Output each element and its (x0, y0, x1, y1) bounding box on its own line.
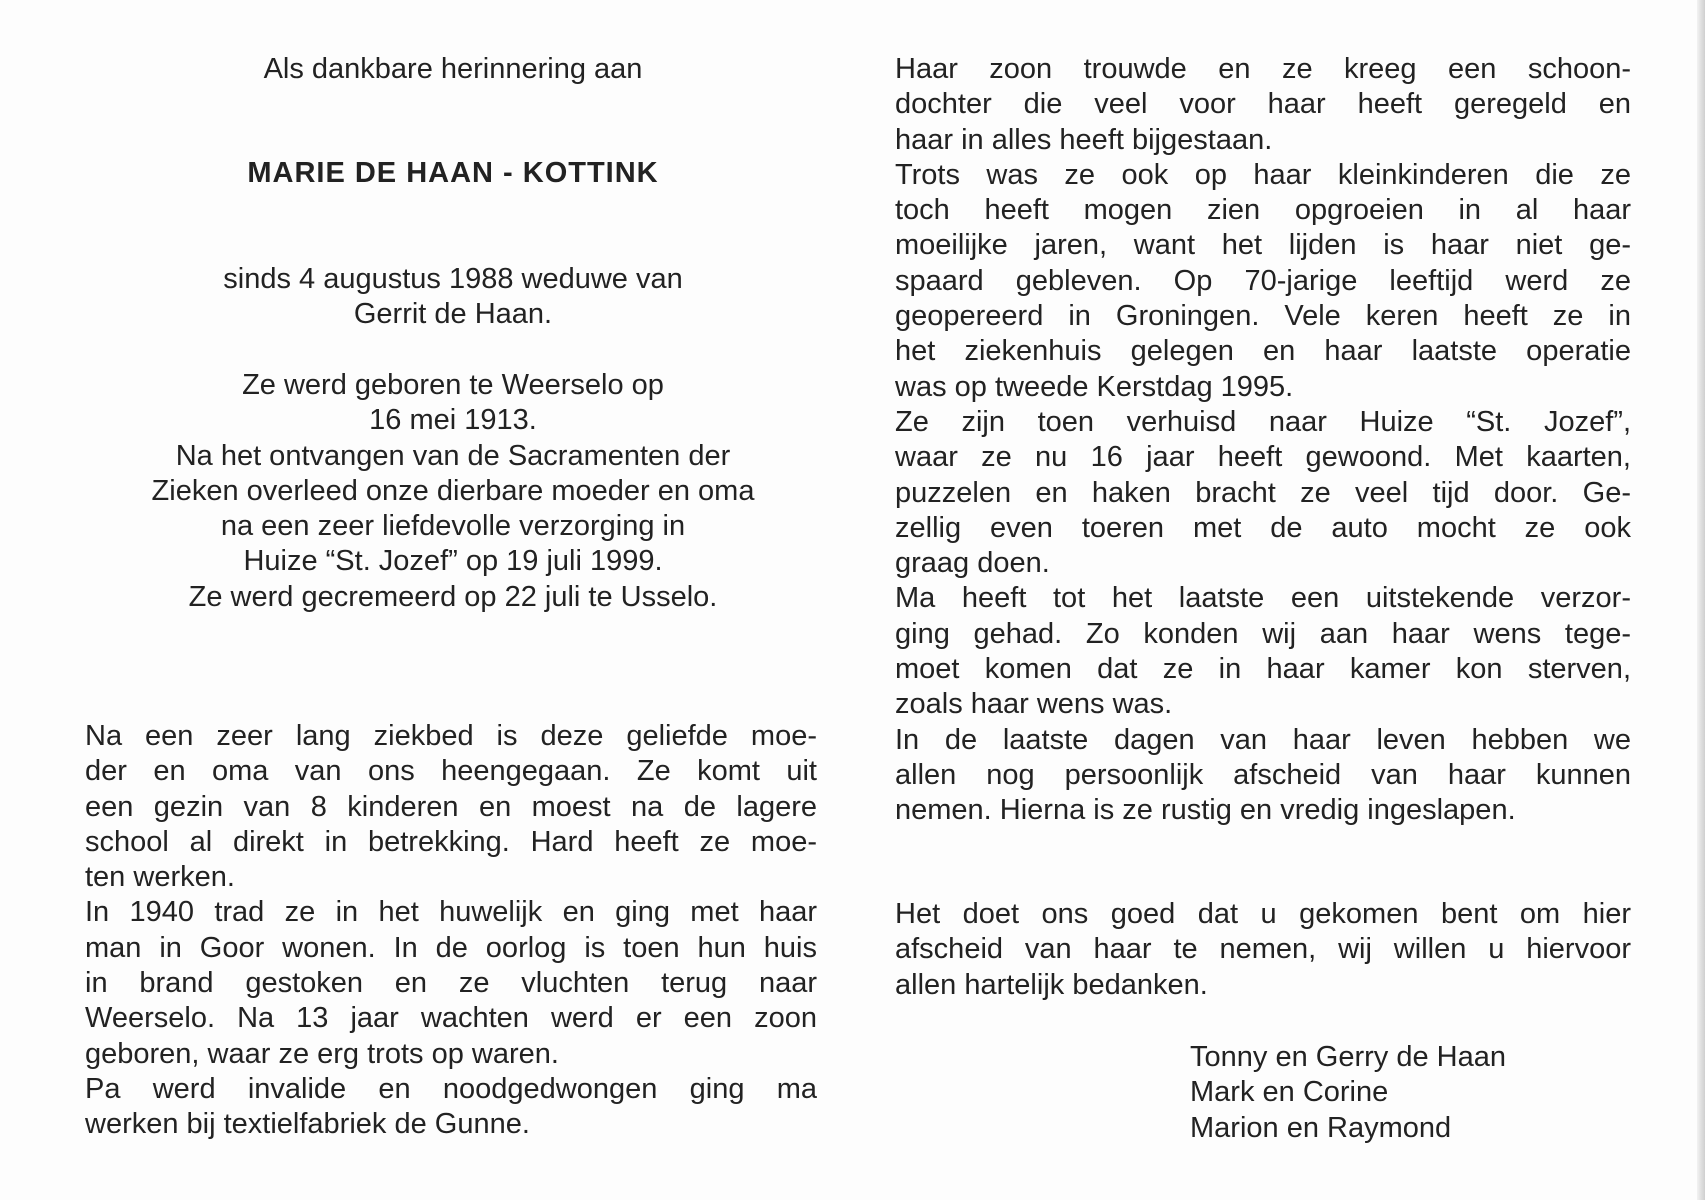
text-line: Gerrit de Haan. (353, 298, 553, 331)
text-line: haar in alles heeft bijgestaan. (895, 123, 1273, 156)
text-line: In de laatste dagen van haar leven hebben we (895, 723, 1631, 756)
text-line: Na het ontvangen van de Sacramenten der (175, 439, 731, 472)
text-line: graag doen. (895, 547, 1050, 580)
text-line: Pa werd invalide en noodgedwongen ging ma (85, 1072, 817, 1105)
text-line: Tonny en Gerry de Haan (1190, 1041, 1506, 1073)
text-line: Ze werd gecremeerd op 22 juli te Usselo. (188, 580, 718, 613)
text-line: puzzelen en haken bracht ze veel tijd door. Ge- (895, 476, 1631, 509)
text-line: school al direkt in betrekking. Hard heeft ze moe- (85, 825, 817, 858)
text-line: Ze zijn toen verhuisd naar Huize “St. Jozef”, (895, 405, 1631, 438)
intro-line (103, 52, 803, 87)
name-text: MARIE DE HAAN - KOTTINK (247, 157, 659, 189)
text-line: geboren, waar ze erg trots op waren. (85, 1037, 559, 1070)
text-line: der en oma van ons heengegaan. Ze komt uit (85, 755, 817, 788)
text-line: Zieken overleed onze dierbare moeder en oma (151, 474, 755, 507)
text-line: allen hartelijk bedanken. (895, 968, 1208, 1001)
life-story-right (895, 52, 1631, 829)
life-story-left (85, 719, 817, 1143)
intro-text: Als dankbare herinnering aan (263, 53, 643, 85)
widow-block (103, 262, 803, 333)
text-line: spaard gebleven. Op 70-jarige leeftijd werd ze (895, 264, 1631, 297)
thanks-block (895, 897, 1631, 1003)
text-line: een gezin van 8 kinderen en moest na de lagere (85, 790, 817, 823)
text-line: Het doet ons goed dat u gekomen bent om hier (895, 898, 1631, 930)
text-line: na een zeer liefdevolle verzorging in (220, 510, 686, 543)
card-edge (1697, 0, 1705, 1200)
text-line: afscheid van haar te nemen, wij willen u hiervoor (895, 933, 1631, 966)
text-line: zellig even toeren met de auto mocht ze ook (895, 511, 1631, 544)
text-line: was op tweede Kerstdag 1995. (895, 370, 1294, 403)
text-line: nemen. Hierna is ze rustig en vredig ingeslapen. (895, 794, 1516, 827)
text-line: Mark en Corine (1190, 1076, 1389, 1109)
text-line: dochter die veel voor haar heeft geregeld en (895, 88, 1631, 121)
text-line: Na een zeer lang ziekbed is deze geliefde moe- (85, 720, 817, 752)
text-line: man in Goor wonen. In de oorlog is toen hun huis (85, 931, 817, 964)
text-line: moet komen dat ze in haar kamer kon sterven, (895, 653, 1631, 686)
text-line: werken bij textielfabriek de Gunne. (85, 1108, 530, 1141)
text-line: Haar zoon trouwde en ze kreeg een schoon- (895, 53, 1631, 85)
deceased-name (103, 156, 803, 191)
text-line: moeilijke jaren, want het lijden is haar niet ge- (895, 229, 1631, 262)
text-line: sinds 4 augustus 1988 weduwe van (223, 263, 683, 295)
text-line: geopereerd in Groningen. Vele keren heeft ze in (895, 300, 1631, 333)
text-line: waar ze nu 16 jaar heeft gewoond. Met kaarten, (895, 441, 1631, 474)
text-line: Trots was ze ook op haar kleinkinderen die ze (895, 158, 1631, 191)
text-line: toch heeft mogen zien opgroeien in al haar (895, 194, 1631, 227)
text-line: ten werken. (85, 861, 235, 894)
text-line: Ze werd geboren te Weerselo op (242, 369, 664, 401)
text-line: Weerselo. Na 13 jaar wachten werd er een zoon (85, 1002, 817, 1035)
text-line: Marion en Raymond (1190, 1111, 1452, 1144)
text-line: ging gehad. Zo konden wij aan haar wens tege- (895, 617, 1631, 650)
signatures (1190, 1040, 1610, 1146)
birth-death-block (73, 368, 833, 615)
text-line: het ziekenhuis gelegen en haar laatste operatie (895, 335, 1631, 368)
text-line: 16 mei 1913. (369, 404, 537, 437)
text-line: zoals haar wens was. (895, 688, 1173, 721)
text-line: Huize “St. Jozef” op 19 juli 1999. (243, 545, 663, 578)
text-line: In 1940 trad ze in het huwelijk en ging met haar (85, 896, 817, 929)
text-line: Ma heeft tot het laatste een uitstekende verzor- (895, 582, 1631, 615)
text-line: in brand gestoken en ze vluchten terug naar (85, 967, 817, 1000)
text-line: allen nog persoonlijk afscheid van haar kunnen (895, 758, 1631, 791)
